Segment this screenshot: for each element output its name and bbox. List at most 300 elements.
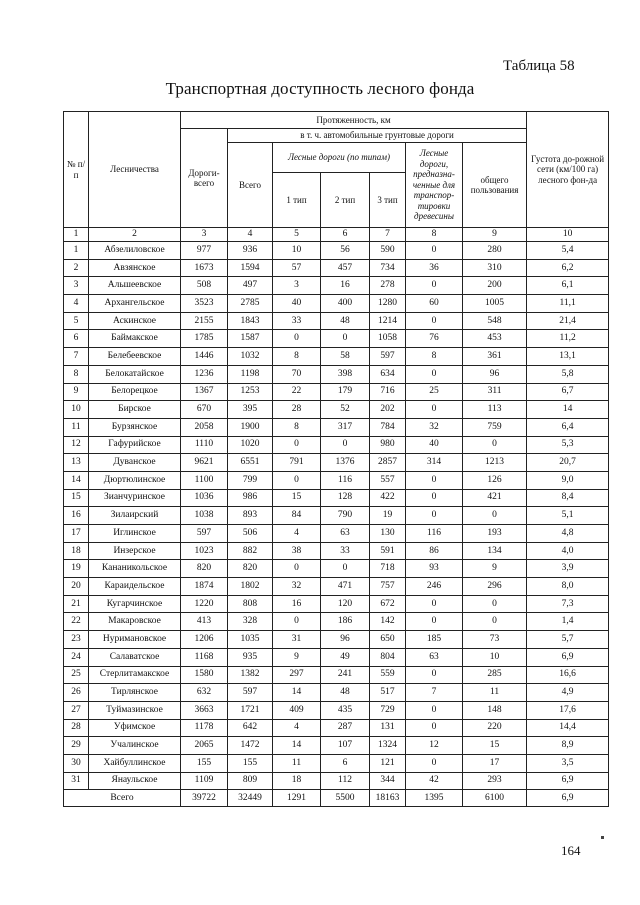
forestry-name-cell: Абзелиловское (89, 242, 181, 260)
public-roads-cell: 134 (463, 542, 527, 560)
public-roads-cell: 1005 (463, 295, 527, 313)
table-row (64, 507, 609, 525)
type3-cell: 19 (370, 507, 406, 525)
forest-transport-cell: 0 (406, 507, 463, 525)
row-number-cell: 14 (64, 471, 89, 489)
roads-total-cell: 3523 (181, 295, 228, 313)
density-cell: 8,0 (527, 578, 609, 596)
type2-cell: 317 (321, 418, 370, 436)
row-number-cell: 30 (64, 754, 89, 772)
forestry-name-cell: Кананикольское (89, 560, 181, 578)
header-density: Густота до-рожной сети (км/100 га) лесного фон-да (527, 112, 609, 228)
public-roads-cell: 148 (463, 701, 527, 719)
public-roads-cell: 17 (463, 754, 527, 772)
public-roads-cell: 759 (463, 418, 527, 436)
forest-transport-cell: 8 (406, 348, 463, 366)
forest-transport-cell: 185 (406, 631, 463, 649)
type1-cell: 14 (273, 737, 321, 755)
column-number: 1 (64, 228, 89, 242)
auto-total-cell: 1020 (228, 436, 273, 454)
type3-cell: 804 (370, 648, 406, 666)
roads-total-cell: 1673 (181, 259, 228, 277)
type2-cell: 1376 (321, 454, 370, 472)
table-row (64, 365, 609, 383)
density-cell: 3,9 (527, 560, 609, 578)
forestry-name-cell: Инзерское (89, 542, 181, 560)
row-number-cell: 23 (64, 631, 89, 649)
auto-total-cell: 1802 (228, 578, 273, 596)
table-row (64, 666, 609, 684)
type2-cell: 241 (321, 666, 370, 684)
auto-total-cell: 936 (228, 242, 273, 260)
table-row (64, 295, 609, 313)
total-type3-cell: 18163 (370, 790, 406, 807)
roads-total-cell: 1168 (181, 648, 228, 666)
column-number: 10 (527, 228, 609, 242)
density-cell: 6,2 (527, 259, 609, 277)
type2-cell: 107 (321, 737, 370, 755)
type2-cell: 33 (321, 542, 370, 560)
forestry-name-cell: Стерлитамакское (89, 666, 181, 684)
type3-cell: 591 (370, 542, 406, 560)
type3-cell: 729 (370, 701, 406, 719)
forest-transport-cell: 12 (406, 737, 463, 755)
public-roads-cell: 361 (463, 348, 527, 366)
type3-cell: 131 (370, 719, 406, 737)
type1-cell: 791 (273, 454, 321, 472)
roads-total-cell: 670 (181, 401, 228, 419)
table-label: Таблица 58 (503, 58, 575, 74)
forest-transport-cell: 60 (406, 295, 463, 313)
forestry-name-cell: Баймакское (89, 330, 181, 348)
header-type3: 3 тип (370, 173, 406, 228)
type1-cell: 3 (273, 277, 321, 295)
auto-total-cell: 395 (228, 401, 273, 419)
density-cell: 5,7 (527, 631, 609, 649)
public-roads-cell: 200 (463, 277, 527, 295)
forest-transport-cell: 0 (406, 666, 463, 684)
row-number-cell: 6 (64, 330, 89, 348)
type1-cell: 0 (273, 436, 321, 454)
table-row (64, 684, 609, 702)
row-number-cell: 7 (64, 348, 89, 366)
type3-cell: 121 (370, 754, 406, 772)
forest-transport-cell: 0 (406, 312, 463, 330)
forest-transport-cell: 36 (406, 259, 463, 277)
type3-cell: 559 (370, 666, 406, 684)
type2-cell: 116 (321, 471, 370, 489)
table-row (64, 348, 609, 366)
type3-cell: 672 (370, 595, 406, 613)
row-number-cell: 12 (64, 436, 89, 454)
type2-cell: 52 (321, 401, 370, 419)
density-cell: 20,7 (527, 454, 609, 472)
type2-cell: 287 (321, 719, 370, 737)
total-row (64, 790, 609, 807)
row-number-cell: 16 (64, 507, 89, 525)
forestry-name-cell: Уфимское (89, 719, 181, 737)
table-row (64, 330, 609, 348)
forest-transport-cell: 86 (406, 542, 463, 560)
roads-total-cell: 1036 (181, 489, 228, 507)
density-cell: 6,4 (527, 418, 609, 436)
type3-cell: 734 (370, 259, 406, 277)
type3-cell: 634 (370, 365, 406, 383)
roads-total-cell: 1038 (181, 507, 228, 525)
row-number-cell: 4 (64, 295, 89, 313)
type1-cell: 9 (273, 648, 321, 666)
row-number-cell: 31 (64, 772, 89, 790)
forest-transport-table (63, 111, 609, 807)
roads-total-cell: 597 (181, 525, 228, 543)
density-cell: 4,0 (527, 542, 609, 560)
auto-total-cell: 155 (228, 754, 273, 772)
column-number: 5 (273, 228, 321, 242)
table-row (64, 631, 609, 649)
roads-total-cell: 1874 (181, 578, 228, 596)
header-type2: 2 тип (321, 173, 370, 228)
type2-cell: 6 (321, 754, 370, 772)
forest-transport-cell: 0 (406, 595, 463, 613)
type2-cell: 16 (321, 277, 370, 295)
type3-cell: 597 (370, 348, 406, 366)
auto-total-cell: 1382 (228, 666, 273, 684)
type2-cell: 0 (321, 560, 370, 578)
table-body (64, 228, 609, 807)
forestry-name-cell: Зилаирский (89, 507, 181, 525)
forestry-name-cell: Караидельское (89, 578, 181, 596)
forestry-name-cell: Авзянское (89, 259, 181, 277)
auto-total-cell: 893 (228, 507, 273, 525)
public-roads-cell: 96 (463, 365, 527, 383)
public-roads-cell: 15 (463, 737, 527, 755)
total-forest-transport-cell: 1395 (406, 790, 463, 807)
roads-total-cell: 1220 (181, 595, 228, 613)
forestry-name-cell: Белорецкое (89, 383, 181, 401)
forest-transport-cell: 0 (406, 401, 463, 419)
type2-cell: 48 (321, 312, 370, 330)
table-row (64, 772, 609, 790)
page-title: Транспортная доступность лесного фонда (165, 79, 475, 98)
auto-total-cell: 882 (228, 542, 273, 560)
auto-total-cell: 820 (228, 560, 273, 578)
forestry-name-cell: Архангельское (89, 295, 181, 313)
public-roads-cell: 293 (463, 772, 527, 790)
type3-cell: 130 (370, 525, 406, 543)
public-roads-cell: 548 (463, 312, 527, 330)
type2-cell: 186 (321, 613, 370, 631)
public-roads-cell: 0 (463, 436, 527, 454)
type1-cell: 70 (273, 365, 321, 383)
roads-total-cell: 1580 (181, 666, 228, 684)
header-public: общего пользования (463, 143, 527, 228)
forestry-name-cell: Бурзянское (89, 418, 181, 436)
table-row (64, 277, 609, 295)
column-number: 7 (370, 228, 406, 242)
density-cell: 11,1 (527, 295, 609, 313)
table-row (64, 471, 609, 489)
roads-total-cell: 1446 (181, 348, 228, 366)
roads-total-cell: 413 (181, 613, 228, 631)
row-number-cell: 13 (64, 454, 89, 472)
row-number-cell: 17 (64, 525, 89, 543)
density-cell: 5,1 (527, 507, 609, 525)
table-row (64, 560, 609, 578)
type3-cell: 757 (370, 578, 406, 596)
auto-total-cell: 799 (228, 471, 273, 489)
density-cell: 5,8 (527, 365, 609, 383)
type3-cell: 422 (370, 489, 406, 507)
roads-total-cell: 977 (181, 242, 228, 260)
roads-total-cell: 632 (181, 684, 228, 702)
forest-transport-cell: 42 (406, 772, 463, 790)
type3-cell: 590 (370, 242, 406, 260)
row-number-cell: 19 (64, 560, 89, 578)
total-public-roads-cell: 6100 (463, 790, 527, 807)
type1-cell: 11 (273, 754, 321, 772)
row-number-cell: 28 (64, 719, 89, 737)
auto-total-cell: 1032 (228, 348, 273, 366)
type1-cell: 31 (273, 631, 321, 649)
public-roads-cell: 73 (463, 631, 527, 649)
public-roads-cell: 1213 (463, 454, 527, 472)
type3-cell: 517 (370, 684, 406, 702)
column-number: 4 (228, 228, 273, 242)
roads-total-cell: 1178 (181, 719, 228, 737)
roads-total-cell: 1109 (181, 772, 228, 790)
type1-cell: 8 (273, 418, 321, 436)
type3-cell: 716 (370, 383, 406, 401)
auto-total-cell: 1721 (228, 701, 273, 719)
table-row (64, 418, 609, 436)
type2-cell: 457 (321, 259, 370, 277)
header-total: Всего (228, 143, 273, 228)
type1-cell: 28 (273, 401, 321, 419)
total-roads-total-cell: 39722 (181, 790, 228, 807)
table-row (64, 312, 609, 330)
type2-cell: 48 (321, 684, 370, 702)
density-cell: 11,2 (527, 330, 609, 348)
forest-transport-cell: 25 (406, 383, 463, 401)
table-row (64, 542, 609, 560)
forest-transport-cell: 0 (406, 365, 463, 383)
roads-total-cell: 155 (181, 754, 228, 772)
auto-total-cell: 808 (228, 595, 273, 613)
row-number-cell: 24 (64, 648, 89, 666)
forest-transport-cell: 0 (406, 242, 463, 260)
row-number-cell: 20 (64, 578, 89, 596)
row-number-cell: 15 (64, 489, 89, 507)
type3-cell: 650 (370, 631, 406, 649)
row-number-cell: 22 (64, 613, 89, 631)
forestry-name-cell: Аскинское (89, 312, 181, 330)
row-number-cell: 5 (64, 312, 89, 330)
type2-cell: 790 (321, 507, 370, 525)
density-cell: 4,8 (527, 525, 609, 543)
type1-cell: 0 (273, 560, 321, 578)
table-row (64, 242, 609, 260)
public-roads-cell: 9 (463, 560, 527, 578)
forestry-name-cell: Белебеевское (89, 348, 181, 366)
header-incl-auto: в т. ч. автомобильные грунтовые дороги (228, 129, 527, 143)
type3-cell: 142 (370, 613, 406, 631)
forest-transport-cell: 314 (406, 454, 463, 472)
roads-total-cell: 1100 (181, 471, 228, 489)
forestry-name-cell: Дуванское (89, 454, 181, 472)
auto-total-cell: 497 (228, 277, 273, 295)
forestry-name-cell: Зианчуринское (89, 489, 181, 507)
column-number-row (64, 228, 609, 242)
roads-total-cell: 1206 (181, 631, 228, 649)
type1-cell: 14 (273, 684, 321, 702)
header-no: № п/п (64, 112, 89, 228)
public-roads-cell: 311 (463, 383, 527, 401)
roads-total-cell: 1785 (181, 330, 228, 348)
row-number-cell: 29 (64, 737, 89, 755)
auto-total-cell: 506 (228, 525, 273, 543)
density-cell: 9,0 (527, 471, 609, 489)
auto-total-cell: 986 (228, 489, 273, 507)
total-density-cell: 6,9 (527, 790, 609, 807)
row-number-cell: 11 (64, 418, 89, 436)
type2-cell: 96 (321, 631, 370, 649)
forestry-name-cell: Салаватское (89, 648, 181, 666)
forest-transport-cell: 7 (406, 684, 463, 702)
type2-cell: 58 (321, 348, 370, 366)
margin-dot (601, 836, 604, 839)
table-row (64, 648, 609, 666)
type1-cell: 38 (273, 542, 321, 560)
table-row (64, 719, 609, 737)
type2-cell: 128 (321, 489, 370, 507)
forestry-name-cell: Туймазинское (89, 701, 181, 719)
row-number-cell: 8 (64, 365, 89, 383)
type1-cell: 4 (273, 719, 321, 737)
row-number-cell: 21 (64, 595, 89, 613)
forest-transport-cell: 63 (406, 648, 463, 666)
forest-transport-cell: 0 (406, 701, 463, 719)
auto-total-cell: 1198 (228, 365, 273, 383)
roads-total-cell: 9621 (181, 454, 228, 472)
type2-cell: 398 (321, 365, 370, 383)
auto-total-cell: 1472 (228, 737, 273, 755)
table-row (64, 525, 609, 543)
table-row (64, 737, 609, 755)
type3-cell: 557 (370, 471, 406, 489)
auto-total-cell: 1843 (228, 312, 273, 330)
type1-cell: 297 (273, 666, 321, 684)
roads-total-cell: 1110 (181, 436, 228, 454)
forest-transport-cell: 40 (406, 436, 463, 454)
forestry-name-cell: Бирское (89, 401, 181, 419)
roads-total-cell: 2155 (181, 312, 228, 330)
type1-cell: 84 (273, 507, 321, 525)
roads-total-cell: 820 (181, 560, 228, 578)
forestry-name-cell: Янаульское (89, 772, 181, 790)
type1-cell: 8 (273, 348, 321, 366)
density-cell: 4,9 (527, 684, 609, 702)
density-cell: 6,9 (527, 772, 609, 790)
table-row (64, 259, 609, 277)
public-roads-cell: 113 (463, 401, 527, 419)
public-roads-cell: 453 (463, 330, 527, 348)
type3-cell: 344 (370, 772, 406, 790)
column-number: 8 (406, 228, 463, 242)
type1-cell: 22 (273, 383, 321, 401)
type2-cell: 0 (321, 436, 370, 454)
type3-cell: 1280 (370, 295, 406, 313)
row-number-cell: 25 (64, 666, 89, 684)
roads-total-cell: 2065 (181, 737, 228, 755)
table-row (64, 436, 609, 454)
auto-total-cell: 1594 (228, 259, 273, 277)
forest-transport-cell: 76 (406, 330, 463, 348)
type1-cell: 18 (273, 772, 321, 790)
auto-total-cell: 642 (228, 719, 273, 737)
column-number: 3 (181, 228, 228, 242)
forestry-name-cell: Макаровское (89, 613, 181, 631)
auto-total-cell: 1900 (228, 418, 273, 436)
type1-cell: 15 (273, 489, 321, 507)
public-roads-cell: 0 (463, 613, 527, 631)
density-cell: 6,7 (527, 383, 609, 401)
table-row (64, 401, 609, 419)
auto-total-cell: 1253 (228, 383, 273, 401)
public-roads-cell: 10 (463, 648, 527, 666)
type1-cell: 0 (273, 613, 321, 631)
type3-cell: 2857 (370, 454, 406, 472)
forestry-name-cell: Дюртюлинское (89, 471, 181, 489)
public-roads-cell: 220 (463, 719, 527, 737)
type1-cell: 57 (273, 259, 321, 277)
auto-total-cell: 2785 (228, 295, 273, 313)
type3-cell: 278 (370, 277, 406, 295)
forest-transport-cell: 0 (406, 613, 463, 631)
total-auto-total-cell: 32449 (228, 790, 273, 807)
public-roads-cell: 11 (463, 684, 527, 702)
public-roads-cell: 280 (463, 242, 527, 260)
forest-transport-cell: 0 (406, 754, 463, 772)
auto-total-cell: 809 (228, 772, 273, 790)
density-cell: 17,6 (527, 701, 609, 719)
forest-transport-cell: 0 (406, 489, 463, 507)
table-row (64, 454, 609, 472)
public-roads-cell: 296 (463, 578, 527, 596)
type1-cell: 33 (273, 312, 321, 330)
forest-transport-cell: 93 (406, 560, 463, 578)
density-cell: 5,3 (527, 436, 609, 454)
row-number-cell: 9 (64, 383, 89, 401)
row-number-cell: 26 (64, 684, 89, 702)
type1-cell: 10 (273, 242, 321, 260)
type1-cell: 16 (273, 595, 321, 613)
roads-total-cell: 1367 (181, 383, 228, 401)
forest-transport-cell: 246 (406, 578, 463, 596)
header-roads-total: Дороги-всего (181, 129, 228, 228)
public-roads-cell: 0 (463, 507, 527, 525)
public-roads-cell: 285 (463, 666, 527, 684)
type3-cell: 718 (370, 560, 406, 578)
table-row (64, 613, 609, 631)
type3-cell: 1214 (370, 312, 406, 330)
type2-cell: 179 (321, 383, 370, 401)
density-cell: 3,5 (527, 754, 609, 772)
header-forest-roads-by-type: Лесные дороги (по типам) (273, 143, 406, 173)
table-row (64, 489, 609, 507)
row-number-cell: 3 (64, 277, 89, 295)
roads-total-cell: 1023 (181, 542, 228, 560)
type1-cell: 32 (273, 578, 321, 596)
